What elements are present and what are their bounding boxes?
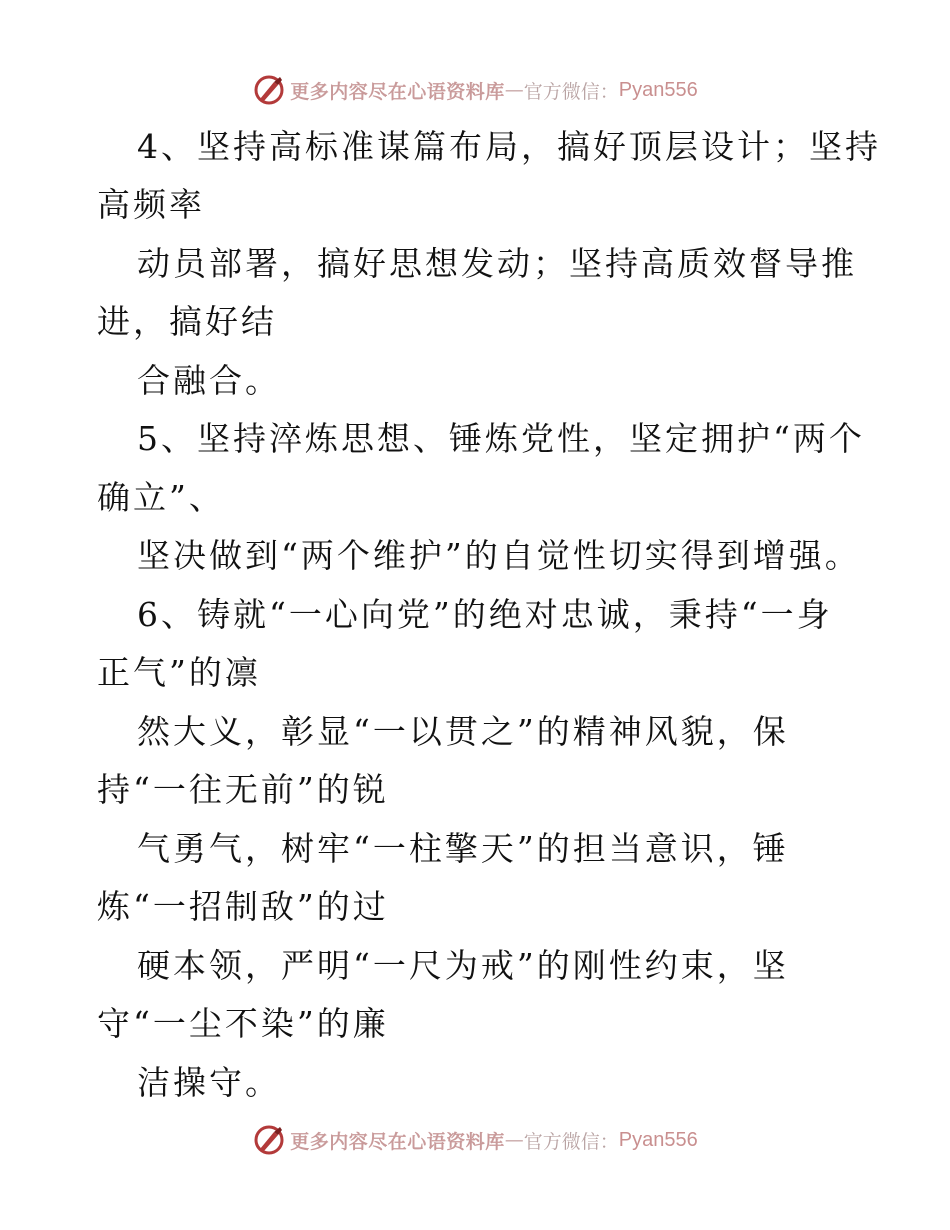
paragraph-line: 4、坚持高标准谋篇布局，搞好顶层设计；坚持 [137, 127, 881, 166]
header-wechat-id: Pyan556 [618, 78, 698, 101]
header-brand-text: 更多内容尽在心语资料库 [290, 80, 505, 103]
header-banner [0, 70, 950, 110]
paragraph-line: 硬本领，严明“一尺为戒”的刚性约束，坚 [137, 946, 789, 985]
header-separator: — [504, 79, 524, 101]
paragraph-line: 5、坚持淬炼思想、锤炼党性，坚定拥护“两个 [137, 419, 865, 458]
paragraph-line: 合融合。 [137, 361, 281, 400]
paragraph-line: 洁操守。 [137, 1063, 281, 1102]
pen-logo-icon [252, 73, 286, 107]
footer-separator: — [504, 1129, 524, 1151]
paragraph-line: 坚决做到“两个维护”的自觉性切实得到增强。 [137, 536, 861, 575]
paragraph-line: 确立”、 [97, 478, 225, 517]
footer-brand-text: 更多内容尽在心语资料库 [290, 1130, 505, 1153]
paragraph-line: 高频率 [97, 185, 205, 224]
paragraph-line: 炼“一招制敌”的过 [97, 887, 389, 926]
paragraph-line: 动员部署，搞好思想发动；坚持高质效督导推 [137, 244, 857, 283]
paragraph-line: 持“一往无前”的锐 [97, 770, 389, 809]
paragraph-line: 守“一尘不染”的廉 [97, 1004, 389, 1043]
paragraph-line: 然大义，彰显“一以贯之”的精神风貌，保 [137, 712, 789, 751]
footer-banner [0, 1120, 950, 1160]
paragraph-line: 6、铸就“一心向党”的绝对忠诚，秉持“一身 [137, 595, 833, 634]
paragraph-line: 进，搞好结 [97, 302, 277, 341]
footer-wechat-label: 官方微信： [523, 1130, 619, 1153]
paragraph-line: 气勇气，树牢“一柱擎天”的担当意识，锤 [137, 829, 789, 868]
footer-wechat-id: Pyan556 [618, 1128, 698, 1151]
header-wechat-label: 官方微信： [523, 80, 619, 103]
paragraph-line: 正气”的凛 [97, 653, 261, 692]
pen-logo-icon [252, 1123, 286, 1157]
